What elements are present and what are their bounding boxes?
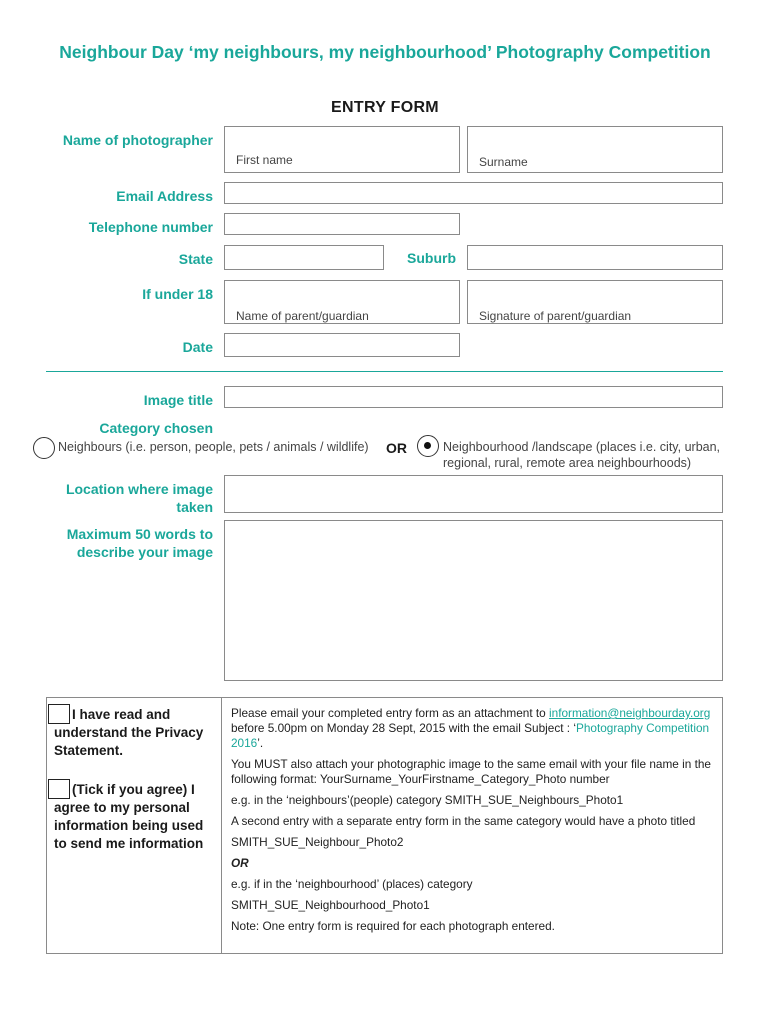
parent-signature-hint: Signature of parent/guardian xyxy=(479,309,632,323)
email-link[interactable]: information@neighbourday.org xyxy=(549,706,711,720)
instructions-p3: e.g. in the ‘neighbours’(people) category SMITH_SUE_Neighbours_Photo1 xyxy=(231,793,624,807)
image-title-label: Image title xyxy=(143,392,213,408)
parent-name-field[interactable] xyxy=(224,280,460,324)
email-field[interactable] xyxy=(224,182,723,204)
section-divider xyxy=(46,371,723,372)
instructions-p2: You MUST also attach your photographic image to the same email with your file name in the following format: YourSurname_YourFirstname_Category_Photo number xyxy=(231,757,711,786)
option-neighbourhood-label xyxy=(443,439,720,471)
form-title: Neighbour Day ‘my neighbours, my neighbourhood’ Photography Competition xyxy=(59,42,711,62)
category-label: Category chosen xyxy=(99,420,213,436)
or-label: OR xyxy=(386,440,407,456)
consent-statement xyxy=(54,781,222,853)
instructions-p1b: before 5.00pm on Monday 28 Sept, 2015 with the email Subject : ‘ xyxy=(231,721,576,735)
instructions-p4: A second entry with a separate entry form in the same category would have a photo titled xyxy=(231,814,696,828)
consent-line4: to send me information xyxy=(54,836,204,851)
privacy-line3: Statement. xyxy=(54,743,124,758)
telephone-field[interactable] xyxy=(224,213,460,235)
email-subject: Photography Competition 2016 xyxy=(231,721,710,750)
consent-line1: (Tick if you agree) I xyxy=(72,782,195,797)
under18-label: If under 18 xyxy=(142,286,213,302)
consent-line2: agree to my personal xyxy=(54,800,190,815)
parent-signature-field[interactable] xyxy=(467,280,723,324)
option-neighbourhood-line1: Neighbourhood /landscape (places i.e. city, urban, xyxy=(443,440,721,454)
telephone-label: Telephone number xyxy=(88,219,213,235)
state-label: State xyxy=(178,251,213,267)
description-label-line1: Maximum 50 words to xyxy=(66,526,213,542)
date-label: Date xyxy=(182,339,213,355)
description-label xyxy=(67,525,213,561)
instructions xyxy=(231,706,717,934)
radio-neighbours[interactable] xyxy=(33,437,55,459)
instructions-p6: OR xyxy=(231,856,249,870)
instructions-p5: SMITH_SUE_Neighbour_Photo2 xyxy=(231,835,404,849)
location-label-line1: Location where image xyxy=(65,481,213,497)
surname-field[interactable] xyxy=(467,126,723,173)
radio-selected-dot xyxy=(424,442,431,449)
consent-line3: information being used xyxy=(54,818,204,833)
instructions-p7: e.g. if in the ‘neighbourhood’ (places) category xyxy=(231,877,473,891)
surname-hint: Surname xyxy=(479,155,528,169)
option-neighbours-label: Neighbours (i.e. person, people, pets / animals / wildlife) xyxy=(58,440,369,454)
privacy-line2: understand the Privacy xyxy=(54,725,204,740)
state-field[interactable] xyxy=(224,245,384,270)
instructions-p8: SMITH_SUE_Neighbourhood_Photo1 xyxy=(231,898,430,912)
date-field[interactable] xyxy=(224,333,460,357)
parent-name-hint: Name of parent/guardian xyxy=(236,309,369,323)
description-label-line2: describe your image xyxy=(76,544,213,560)
image-title-field[interactable] xyxy=(224,386,723,408)
description-field[interactable] xyxy=(224,520,723,681)
location-field[interactable] xyxy=(224,475,723,513)
first-name-field[interactable] xyxy=(224,126,460,173)
instructions-p1a: Please email your completed entry form as an attachment to xyxy=(231,706,550,720)
form-subtitle: ENTRY FORM xyxy=(331,99,439,116)
location-label-line2: taken xyxy=(176,499,213,515)
photographer-label: Name of photographer xyxy=(62,132,213,148)
suburb-label: Suburb xyxy=(407,250,456,266)
suburb-field[interactable] xyxy=(467,245,723,270)
privacy-line1: I have read and xyxy=(72,707,171,722)
email-label: Email Address xyxy=(116,188,213,204)
instructions-p9: Note: One entry form is required for each photograph entered. xyxy=(231,919,555,933)
option-neighbourhood-line2: regional, rural, remote area neighbourhoods) xyxy=(443,456,692,470)
instructions-p1c: ’. xyxy=(257,736,264,750)
radio-neighbourhood[interactable] xyxy=(417,435,439,457)
first-name-hint: First name xyxy=(236,153,293,167)
location-label xyxy=(66,480,213,516)
privacy-statement xyxy=(54,706,222,760)
